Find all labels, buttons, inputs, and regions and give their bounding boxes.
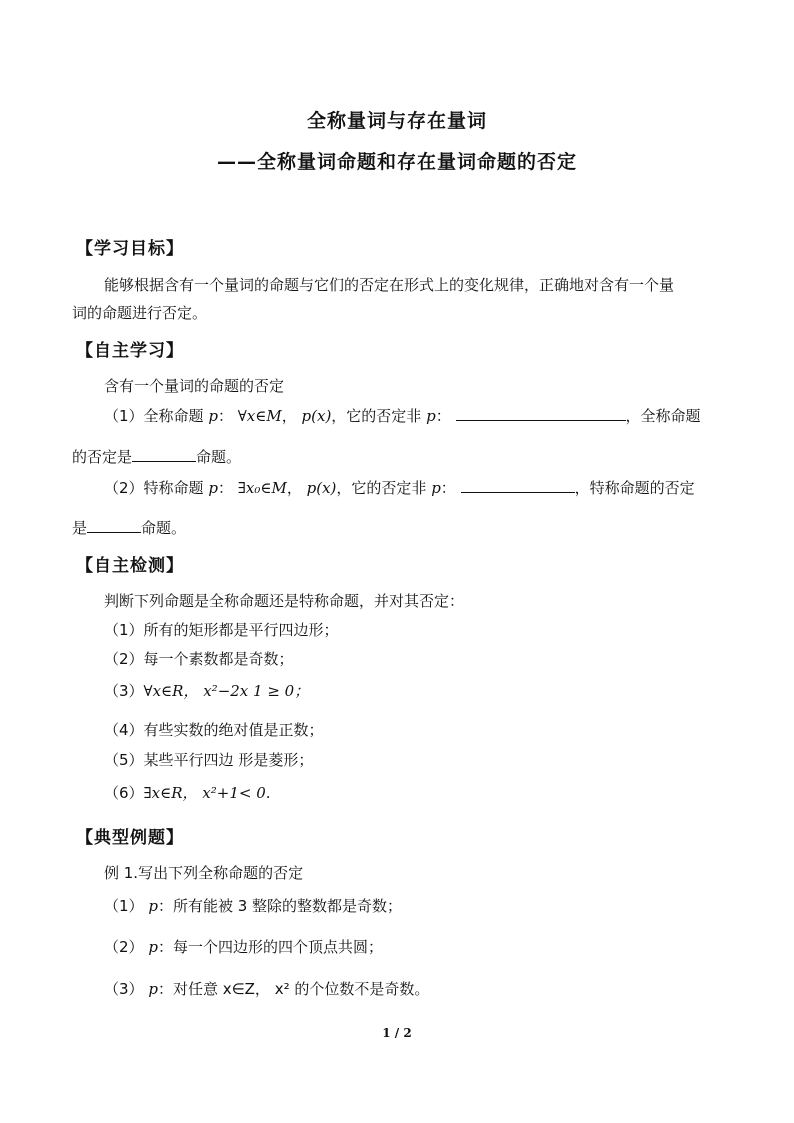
item-number: （2） xyxy=(104,479,144,497)
self-check-item: （1）所有的矩形都是平行四边形； xyxy=(104,621,339,639)
goals-line-2: 词的命题进行否定。 xyxy=(72,304,208,322)
math-px: p(x) xyxy=(301,407,332,425)
math-exists: ∃x₀∈M xyxy=(237,479,287,497)
self-study-item-1: （1）全称命题 p： ∀x∈M， p(x)，它的否定非 p： ，全称命题 xyxy=(104,407,701,425)
math-p: p xyxy=(208,407,218,425)
examples-intro: 例 1.写出下列全称命题的否定 xyxy=(104,864,304,882)
item-number: （1） xyxy=(104,407,144,425)
math-p: p xyxy=(148,980,158,998)
self-check-item: （4）有些实数的绝对值是正数； xyxy=(104,721,324,739)
self-check-intro: 判断下列命题是全称命题还是特称命题，并对其否定： xyxy=(104,592,465,610)
math-p: p xyxy=(208,479,218,497)
answer-blank[interactable] xyxy=(461,478,575,493)
math-forall: ∀x∈M xyxy=(237,407,282,425)
answer-blank[interactable] xyxy=(87,518,141,533)
example-item: （2） p：每一个四边形的四个顶点共圆； xyxy=(104,938,383,956)
goals-line-1: 能够根据含有一个量词的命题与它们的否定在形式上的变化规律，正确地对含有一个量 xyxy=(104,276,675,294)
example-item: （1） p：所有能被 3 整除的整数都是奇数； xyxy=(104,897,403,915)
math-expression: ∃x∈R， x²+1< 0. xyxy=(143,784,271,802)
math-p: p xyxy=(426,407,436,425)
self-check-item: （6）∃x∈R， x²+1< 0. xyxy=(104,784,271,802)
self-study-intro: 含有一个量词的命题的否定 xyxy=(104,377,285,395)
self-study-item-2: （2）特称命题 p： ∃x₀∈M， p(x)，它的否定非 p： ，特称命题的否定 xyxy=(104,479,695,497)
math-px: p(x) xyxy=(306,479,337,497)
example-item: （3） p：对任意 x∈Z， x² 的个位数不是奇数。 xyxy=(104,980,430,998)
section-heading-self-check: 【自主检测】 xyxy=(76,556,184,576)
math-p: p xyxy=(148,938,158,956)
self-check-item: （3）∀x∈R， x²−2x 1 ≥ 0； xyxy=(104,682,310,700)
self-check-item: （5）某些平行四边 形是菱形； xyxy=(104,751,314,769)
math-p: p xyxy=(431,479,441,497)
page-subtitle: ——全称量词命题和存在量词命题的否定 xyxy=(216,151,577,173)
answer-blank[interactable] xyxy=(456,406,626,421)
self-study-item-1-line-2: 的否定是 命题。 xyxy=(72,448,242,466)
math-expression: ∀x∈R， x²−2x 1 ≥ 0； xyxy=(143,682,310,700)
section-heading-self-study: 【自主学习】 xyxy=(76,341,184,361)
answer-blank[interactable] xyxy=(132,447,196,462)
section-heading-goals: 【学习目标】 xyxy=(76,239,184,259)
self-check-item: （2）每一个素数都是奇数； xyxy=(104,650,294,668)
page-title: 全称量词与存在量词 xyxy=(306,110,487,132)
math-p: p xyxy=(148,897,158,915)
page-number: 1 / 2 xyxy=(382,1026,412,1040)
self-study-item-2-line-2: 是 命题。 xyxy=(72,519,187,537)
section-heading-examples: 【典型例题】 xyxy=(76,828,184,848)
